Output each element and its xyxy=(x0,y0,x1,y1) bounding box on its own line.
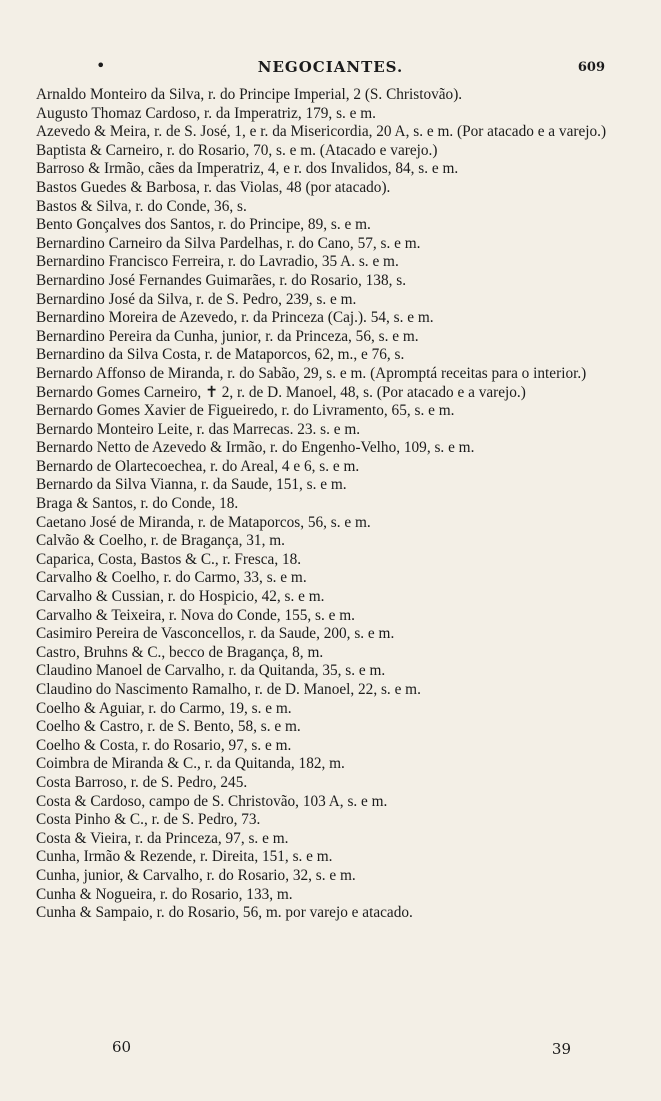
list-item: Bento Gonçalves dos Santos, r. do Principe, 89, s. e m. xyxy=(36,216,371,234)
bullet-mark: • xyxy=(96,56,106,75)
list-item: Costa Pinho & C., r. de S. Pedro, 73. xyxy=(36,811,261,829)
list-item: Baptista & Carneiro, r. do Rosario, 70, s. e m. (Atacado e varejo.) xyxy=(36,141,438,159)
list-item: Coimbra de Miranda & C., r. da Quitanda, 182, m. xyxy=(36,755,345,773)
list-item: Casimiro Pereira de Vasconcellos, r. da Saude, 200, s. e m. xyxy=(36,625,395,643)
footer-signature-left: 60 xyxy=(112,1038,132,1056)
list-item: Bernardo Affonso de Miranda, r. do Sabão, 29, s. e m. (Apromptá receitas para o interior.) xyxy=(36,364,587,382)
list-item: Cunha & Nogueira, r. do Rosario, 133, m. xyxy=(36,885,293,903)
list-item: Bernardo de Olartecoechea, r. do Areal, 4 e 6, s. e m. xyxy=(36,457,360,475)
list-item: Bernardo Gomes Carneiro, ✝ 2, r. de D. Manoel, 48, s. (Por atacado e a varejo.) xyxy=(36,383,526,401)
list-item: Cunha & Sampaio, r. do Rosario, 56, m. por varejo e atacado. xyxy=(36,904,413,922)
list-item: Costa Barroso, r. de S. Pedro, 245. xyxy=(36,773,248,791)
list-item: Caetano José de Miranda, r. de Mataporcos, 56, s. e m. xyxy=(36,513,371,531)
list-item: Caparica, Costa, Bastos & C., r. Fresca, 18. xyxy=(36,550,302,568)
list-item: Bernardo Netto de Azevedo & Irmão, r. do Engenho-Velho, 109, s. e m. xyxy=(36,439,475,457)
list-item: Coelho & Castro, r. de S. Bento, 58, s. e m. xyxy=(36,718,301,736)
list-item: Cunha, Irmão & Rezende, r. Direita, 151, s. e m. xyxy=(36,848,333,866)
list-item: Barroso & Irmão, cães da Imperatriz, 4, e r. dos Invalidos, 84, s. e m. xyxy=(36,160,459,178)
list-item: Bernardino José Fernandes Guimarães, r. do Rosario, 138, s. xyxy=(36,271,407,289)
list-item: Carvalho & Teixeira, r. Nova do Conde, 155, s. e m. xyxy=(36,606,355,624)
list-item: Claudino Manoel de Carvalho, r. da Quitanda, 35, s. e m. xyxy=(36,662,386,680)
list-item: Cunha, junior, & Carvalho, r. do Rosario, 32, s. e m. xyxy=(36,866,356,884)
list-item: Coelho & Costa, r. do Rosario, 97, s. e m. xyxy=(36,736,292,754)
list-item: Costa & Vieira, r. da Princeza, 97, s. e m. xyxy=(36,829,289,847)
merchant-list xyxy=(36,86,626,923)
list-item: Bernardino da Silva Costa, r. de Mataporcos, 62, m., e 76, s. xyxy=(36,346,405,364)
list-item: Bernardo Monteiro Leite, r. das Marrecas. 23. s. e m. xyxy=(36,420,361,438)
list-item: Bastos & Silva, r. do Conde, 36, s. xyxy=(36,197,247,215)
list-item: Augusto Thomaz Cardoso, r. da Imperatriz, 179, s. e m. xyxy=(36,104,377,122)
list-item: Bernardino Moreira de Azevedo, r. da Princeza (Caj.). 54, s. e m. xyxy=(36,309,434,327)
list-item: Carvalho & Cussian, r. do Hospicio, 42, s. e m. xyxy=(36,588,325,606)
list-item: Bernardo da Silva Vianna, r. da Saude, 151, s. e m. xyxy=(36,476,347,494)
list-item: Claudino do Nascimento Ramalho, r. de D. Manoel, 22, s. e m. xyxy=(36,681,421,698)
list-item: Costa & Cardoso, campo de S. Christovão, 103 A, s. e m. xyxy=(36,792,388,810)
footer-signature-right: 39 xyxy=(551,1040,571,1058)
list-item: Bernardino Francisco Ferreira, r. do Lavradio, 35 A. s. e m. xyxy=(36,253,399,271)
list-item: Arnaldo Monteiro da Silva, r. do Principe Imperial, 2 (S. Christovão). xyxy=(36,86,463,103)
page-title: NEGOCIANTES. xyxy=(257,58,404,76)
list-item: Calvão & Coelho, r. de Bragança, 31, m. xyxy=(36,532,285,550)
page-number: 609 xyxy=(577,60,605,75)
list-item: Carvalho & Coelho, r. do Carmo, 33, s. e m. xyxy=(36,569,307,587)
list-item: Castro, Bruhns & C., becco de Bragança, 8, m. xyxy=(36,643,324,661)
list-item: Bernardino Carneiro da Silva Pardelhas, r. do Cano, 57, s. e m. xyxy=(36,234,421,252)
list-item: Bernardino José da Silva, r. de S. Pedro, 239, s. e m. xyxy=(36,290,357,308)
list-item: Azevedo & Meira, r. de S. José, 1, e r. da Misericordia, 20 A, s. e m. (Por atacado e a varejo.) xyxy=(36,123,607,141)
list-item: Bernardino Pereira da Cunha, junior, r. da Princeza, 56, s. e m. xyxy=(36,327,419,345)
list-item: Coelho & Aguiar, r. do Carmo, 19, s. e m. xyxy=(36,699,292,717)
list-item: Bernardo Gomes Xavier de Figueiredo, r. do Livramento, 65, s. e m. xyxy=(36,402,455,420)
list-item: Braga & Santos, r. do Conde, 18. xyxy=(36,495,239,513)
list-item: Bastos Guedes & Barbosa, r. das Violas, 48 (por atacado). xyxy=(36,178,391,196)
